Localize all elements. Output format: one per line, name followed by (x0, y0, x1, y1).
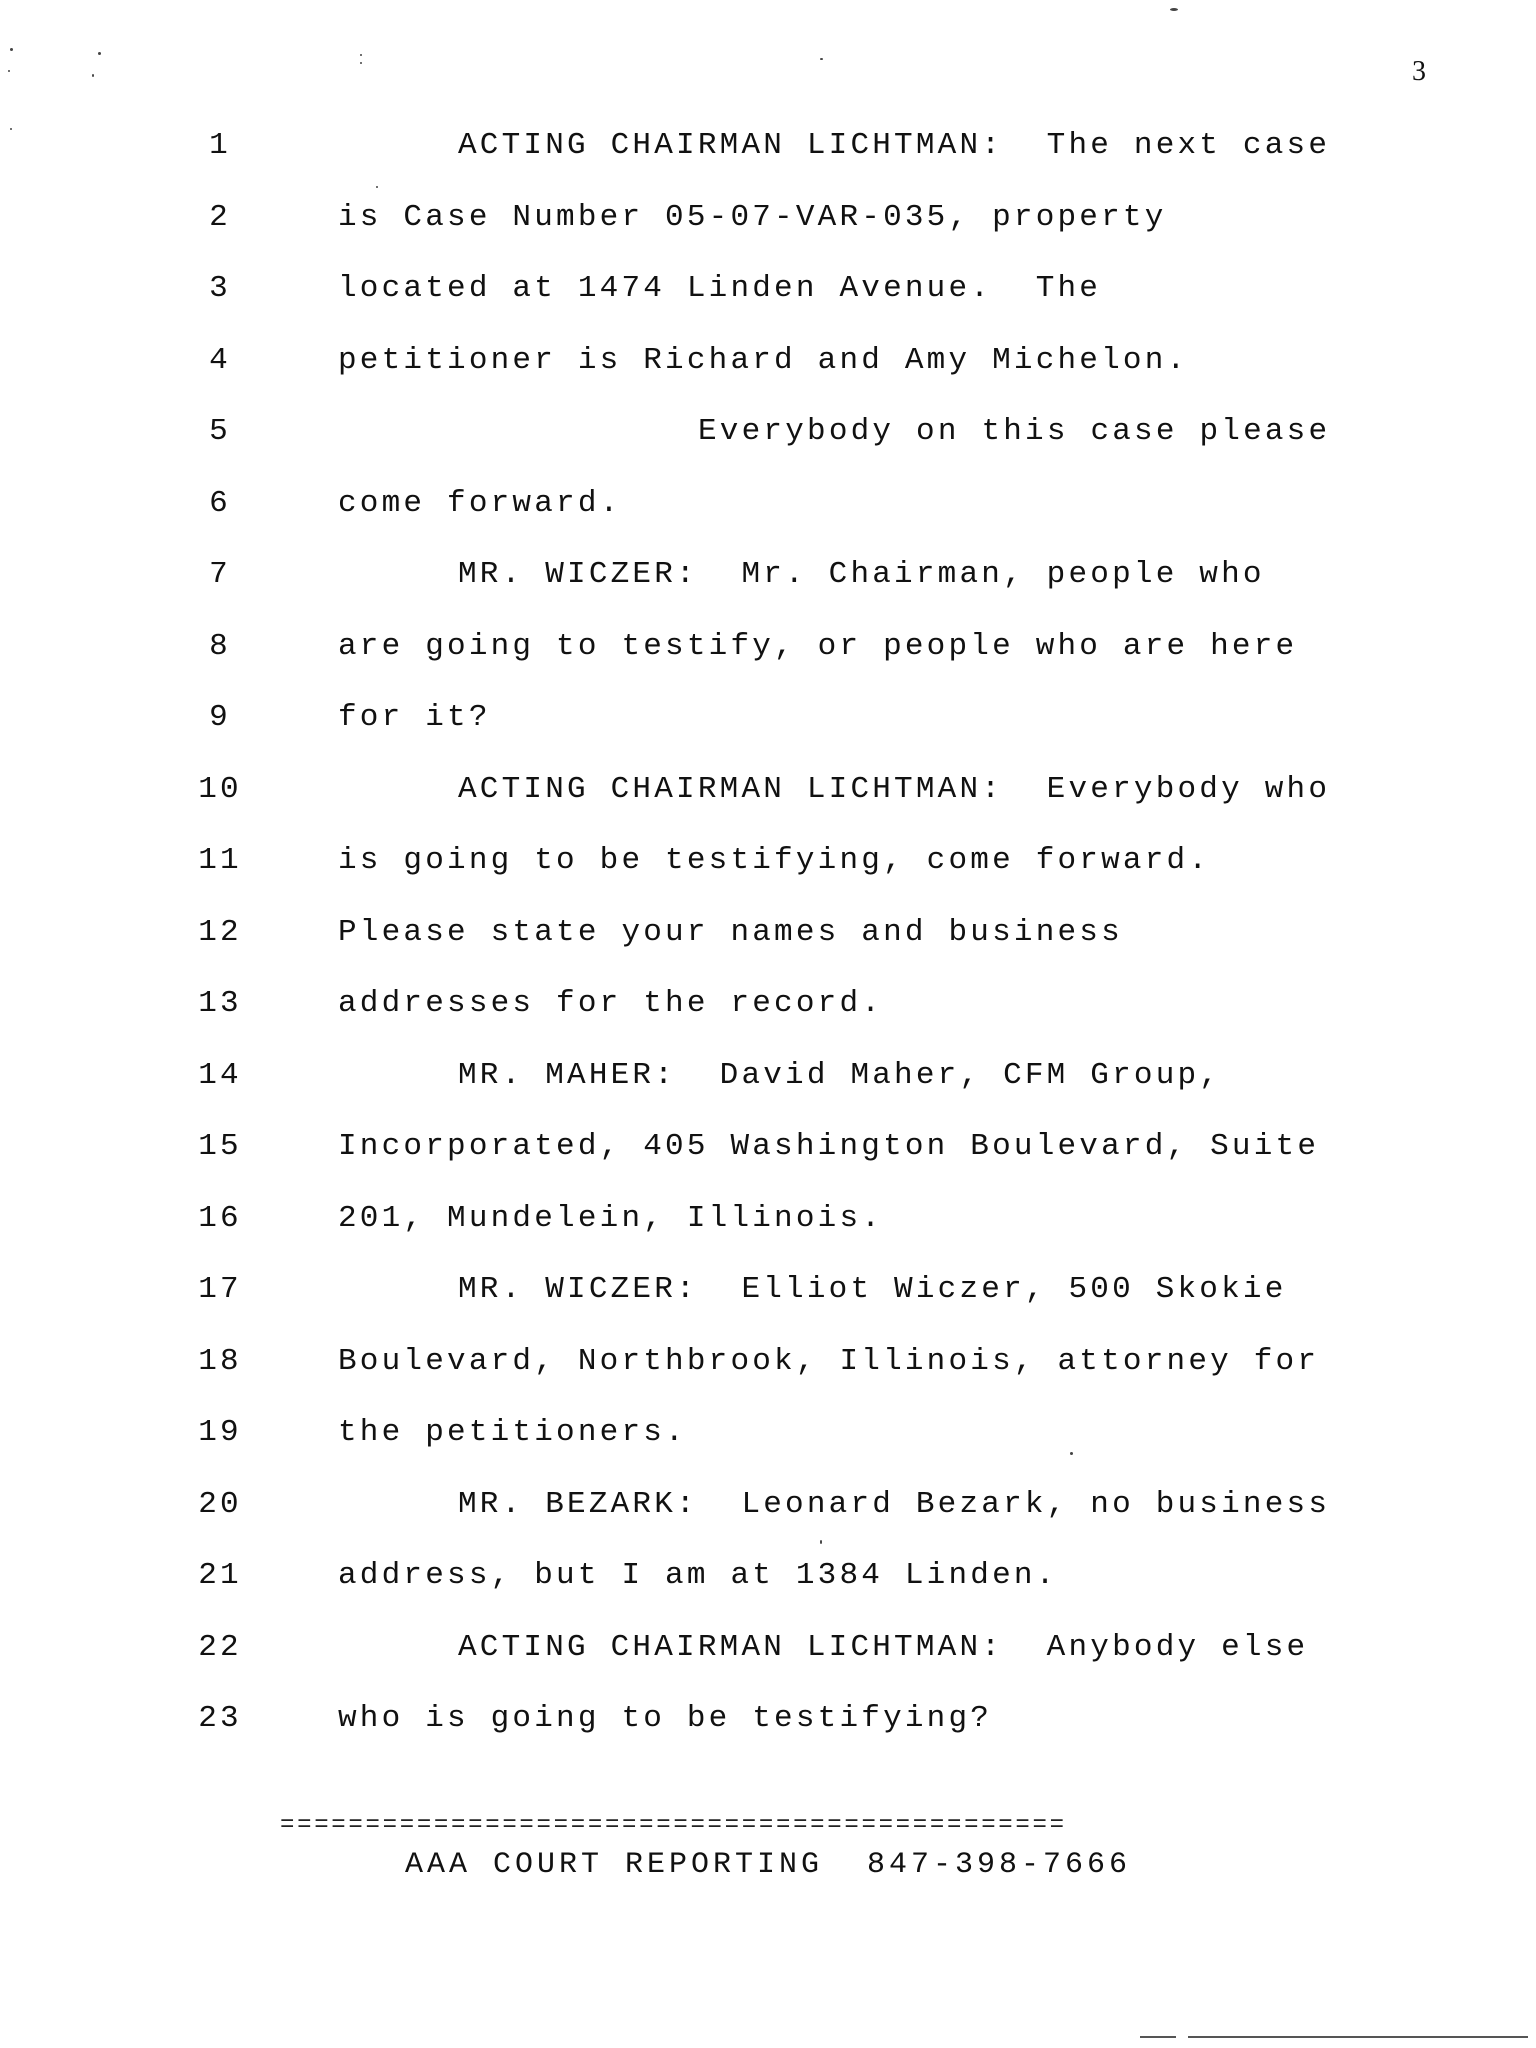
line-text: petitioner is Richard and Amy Michelon. (338, 342, 1189, 378)
line-text: is going to be testifying, come forward. (338, 843, 1211, 878)
line-number: 22 (198, 1629, 242, 1665)
line-text: come forward. (338, 485, 622, 521)
line-text: ACTING CHAIRMAN LICHTMAN: Everybody who (458, 771, 1331, 807)
line-number: 18 (198, 1343, 242, 1379)
transcript-line (0, 1487, 1536, 1531)
line-number: 21 (198, 1558, 242, 1593)
transcript-line (0, 1415, 1536, 1459)
transcript-line (0, 629, 1536, 673)
scan-speck (8, 70, 10, 72)
transcript-line (0, 128, 1536, 172)
transcript-line (0, 843, 1536, 887)
line-number: 5 (209, 414, 231, 449)
transcript-line (0, 1058, 1536, 1102)
line-number: 17 (198, 1272, 242, 1307)
line-text: ACTING CHAIRMAN LICHTMAN: The next case (458, 128, 1331, 163)
line-number: 3 (209, 271, 231, 306)
scan-mark (1140, 2036, 1176, 2038)
scan-speck (10, 48, 13, 51)
line-text: for it? (338, 700, 491, 735)
scan-speck (92, 74, 94, 77)
page-number: 3 (1412, 56, 1426, 87)
footer-rule: ============================================== (280, 1812, 1067, 1839)
transcript-line (0, 1558, 1536, 1602)
line-number: 15 (198, 1129, 242, 1164)
transcript-line (0, 1272, 1536, 1316)
line-text: MR. MAHER: David Maher, CFM Group, (458, 1057, 1222, 1093)
line-number: 4 (209, 342, 231, 378)
line-text: MR. WICZER: Mr. Chairman, people who (458, 557, 1265, 592)
transcript-line (0, 1630, 1536, 1674)
line-text: the petitioners. (338, 1415, 687, 1450)
scan-mark (1188, 2036, 1528, 2038)
line-number: 2 (209, 199, 231, 235)
line-text: located at 1474 Linden Avenue. The (338, 271, 1102, 306)
line-text: Everybody on this case please (698, 414, 1331, 449)
line-number: 8 (209, 628, 231, 664)
transcript-line (0, 772, 1536, 816)
line-number: 14 (198, 1057, 242, 1093)
line-number: 1 (209, 128, 231, 163)
line-number: 11 (198, 843, 242, 878)
scan-speck (820, 1540, 822, 1544)
scan-speck (1170, 8, 1178, 11)
line-number: 7 (209, 557, 231, 592)
line-text: addresses for the record. (338, 986, 884, 1021)
line-number: 12 (198, 914, 242, 950)
line-text: address, but I am at 1384 Linden. (338, 1558, 1058, 1593)
line-text: Please state your names and business (338, 914, 1123, 950)
line-text: MR. WICZER: Elliot Wiczer, 500 Skokie (458, 1272, 1287, 1307)
line-number: 16 (198, 1200, 242, 1236)
transcript-line (0, 1201, 1536, 1245)
line-text: Incorporated, 405 Washington Boulevard, Suite (338, 1129, 1320, 1164)
line-number: 19 (198, 1415, 242, 1450)
line-number: 13 (198, 986, 242, 1021)
line-text: is Case Number 05-07-VAR-035, property (338, 199, 1167, 235)
line-number: 9 (209, 700, 231, 735)
transcript-line (0, 1344, 1536, 1388)
scan-speck (360, 54, 362, 56)
transcript-line (0, 271, 1536, 315)
footer-court-reporter: AAA COURT REPORTING 847-398-7666 (404, 1848, 1132, 1882)
transcript-line (0, 1129, 1536, 1173)
transcript-line (0, 700, 1536, 744)
scan-speck (820, 58, 823, 60)
line-text: MR. BEZARK: Leonard Bezark, no business (458, 1486, 1331, 1522)
transcript-line (0, 1701, 1536, 1745)
scan-speck (360, 62, 362, 64)
line-text: Boulevard, Northbrook, Illinois, attorney for (338, 1343, 1320, 1379)
scan-speck (98, 52, 101, 55)
line-number: 23 (198, 1701, 242, 1736)
line-text: who is going to be testifying? (338, 1701, 993, 1736)
line-text: are going to testify, or people who are here (338, 628, 1298, 664)
scan-speck (1070, 1452, 1073, 1455)
scan-speck (10, 128, 12, 130)
transcript-line (0, 200, 1536, 244)
transcript-line (0, 414, 1536, 458)
transcript-line (0, 343, 1536, 387)
line-text: ACTING CHAIRMAN LICHTMAN: Anybody else (458, 1629, 1309, 1665)
transcript-line (0, 915, 1536, 959)
transcript-line (0, 557, 1536, 601)
line-text: 201, Mundelein, Illinois. (338, 1200, 884, 1236)
scan-speck (376, 186, 378, 188)
transcript-line (0, 486, 1536, 530)
line-number: 10 (198, 771, 242, 807)
line-number: 6 (209, 485, 231, 521)
transcript-line (0, 986, 1536, 1030)
line-number: 20 (198, 1486, 242, 1522)
